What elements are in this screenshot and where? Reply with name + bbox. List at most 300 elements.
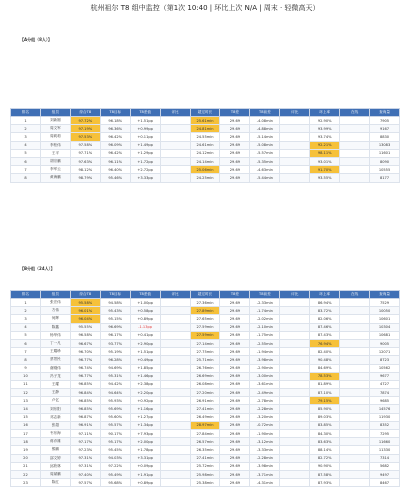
table-cell: 97.58% [70,141,100,149]
table-cell: -3.33min [250,446,280,454]
table-cell [340,149,370,157]
section-title-a: 【A分组（8人）】 [20,37,52,42]
table-cell: 93.74% [310,133,340,141]
table-cell: 29.69 [220,405,250,413]
table-cell: 95.68% [100,479,130,487]
table-cell: 刘新刚 [40,117,70,125]
table-cell: 8830 [370,133,400,141]
table-cell: +0.41pp [130,331,160,339]
table-cell: 96.91% [70,421,100,429]
table-cell: -2.55min [250,339,280,347]
column-header: 组员 [40,109,70,117]
table-cell: 15 [11,413,41,421]
table-cell: 96.09% [100,141,130,149]
table-cell [160,470,190,478]
column-header: 超过时长 [190,291,220,299]
table-cell: 96.18% [100,117,130,125]
table-cell: 13 [11,397,41,405]
table-row [11,125,400,133]
table-cell [340,446,370,454]
table-row [11,331,400,339]
table-cell: 87.10% [310,389,340,397]
table-cell [340,348,370,356]
table-row [11,141,400,149]
table-cell: 96.17% [100,331,130,339]
table-cell [340,470,370,478]
group-a-table [10,108,400,183]
table-cell: +0.49pp [130,356,160,364]
table-cell: 94.64% [100,389,130,397]
section-title-b: 【B分组（24人）】 [20,266,55,271]
table-cell: 8 [11,356,41,364]
table-cell [340,157,370,165]
table-cell: 76.94% [310,339,340,347]
column-header: 在线 [340,109,370,117]
table-cell: 29.69 [220,348,250,356]
table-cell: 97.22% [100,462,130,470]
table-cell: 27.65min [190,315,220,323]
table-cell: 邵文婷 [40,454,70,462]
table-cell: 29.69 [220,389,250,397]
table-cell [160,323,190,331]
table-row [11,315,400,323]
table-cell [340,356,370,364]
table-cell: 20 [11,454,41,462]
table-cell: 邓志新 [40,413,70,421]
column-header: 评比 [160,291,190,299]
table-cell: 96.40% [100,166,130,174]
table-cell: -2.90min [250,364,280,372]
table-cell: 14 [11,405,41,413]
table-cell: 7874 [370,389,400,397]
table-cell [160,315,190,323]
table-cell: 25.06min [190,166,220,174]
table-cell: +0.09pp [130,462,160,470]
table-cell: +3.31pp [130,454,160,462]
table-cell: 96.85% [70,397,100,405]
table-cell: 97.31% [70,462,100,470]
column-header: 评比 [160,109,190,117]
table-cell [280,125,310,133]
table-cell: 邱欣林 [40,462,70,470]
table-cell: 7 [11,348,41,356]
table-cell: 93.99% [310,125,340,133]
table-cell: -5.08min [250,141,280,149]
table-cell: 27.41min [190,454,220,462]
table-cell: 29.69 [220,438,250,446]
table-cell: 98.11% [310,149,340,157]
table-cell: 96.69% [100,323,130,331]
table-cell [280,389,310,397]
table-cell: 86.94% [310,299,340,307]
table-cell: 6 [11,339,41,347]
column-header: 评比 [280,109,310,117]
table-cell: 9685 [370,397,400,405]
table-cell: 29.69 [220,166,250,174]
table-cell [160,299,190,307]
table-cell [280,323,310,331]
table-cell [340,421,370,429]
table-cell: 97.40% [70,470,100,478]
table-cell [340,462,370,470]
table-cell: 29.69 [220,356,250,364]
table-cell [160,141,190,149]
table-cell: 11 [11,380,41,388]
table-row [11,413,400,421]
table-cell: 7905 [370,117,400,125]
table-cell: +2.90pp [130,339,160,347]
table-cell [340,405,370,413]
table-cell: 97.72% [70,117,100,125]
table-cell: 4 [11,323,41,331]
table-cell: +0.89pp [130,315,160,323]
table-cell: 96.85% [70,380,100,388]
table-cell [280,133,310,141]
table-cell: 94.42% [100,380,130,388]
table-cell: 29.69 [220,479,250,487]
table-cell: 96.01% [70,307,100,315]
table-cell: 29.69 [220,446,250,454]
table-cell: 90.48% [310,356,340,364]
table-cell: 10562 [370,364,400,372]
table-cell [280,462,310,470]
table-cell: 25.72min [190,462,220,470]
column-header: T8差值 [130,291,160,299]
table-cell: 29.69 [220,323,250,331]
table-cell: 12 [11,389,41,397]
table-cell [340,389,370,397]
table-cell [160,307,190,315]
table-cell: +1.51pp [130,117,160,125]
table-cell: 8723 [370,356,400,364]
table-cell [160,405,190,413]
table-cell: 78.53% [310,372,340,380]
table-cell: +7.93pp [130,430,160,438]
table-cell: -2.28min [250,454,280,462]
table-cell: +1.91pp [130,470,160,478]
table-cell: 96.70% [70,348,100,356]
table-cell: 85.90% [310,405,340,413]
table-cell [340,339,370,347]
column-header: 查询量 [370,291,400,299]
table-cell: 卢亿 [40,397,70,405]
table-cell: +0.99pp [130,125,160,133]
table-cell: 8467 [370,479,400,487]
table-cell: -3.20min [250,413,280,421]
table-row [11,364,400,372]
table-cell [160,430,190,438]
table-cell [160,438,190,446]
table-cell: 96.42% [100,149,130,157]
table-cell: 周文军 [40,125,70,133]
table-cell [160,149,190,157]
table-cell: -3.98min [250,356,280,364]
table-cell: 83.85% [310,421,340,429]
table-cell: 8 [11,174,41,182]
table-cell: 29.69 [220,157,250,165]
table-cell: 7529 [370,299,400,307]
table-cell: 24.81min [190,125,220,133]
table-cell [280,438,310,446]
table-cell [340,454,370,462]
table-cell [340,174,370,182]
table-cell: 陈鑫 [40,323,70,331]
table-cell: 95.69% [100,405,130,413]
table-cell [340,413,370,421]
table-cell: 79.15% [310,397,340,405]
table-cell: 4 [11,141,41,149]
table-cell: -3.00min [250,372,280,380]
table-cell: 10 [11,372,41,380]
group-b-table [10,290,400,487]
table-cell: -3.61min [250,380,280,388]
table-cell: -2.78min [250,397,280,405]
table-cell: -4.88min [250,125,280,133]
table-cell [160,157,190,165]
table-cell: -1.13pp [130,323,160,331]
table-cell: +1.51pp [130,348,160,356]
table-cell [160,479,190,487]
table-cell: 23 [11,479,41,487]
table-cell [280,479,310,487]
table-cell: +1.49pp [130,141,160,149]
table-cell: +1.16pp [130,405,160,413]
table-cell [280,405,310,413]
table-cell: 29.69 [220,149,250,157]
table-cell: -3.71min [250,470,280,478]
table-cell: -5.57min [250,149,280,157]
table-cell: -5.35min [250,157,280,165]
table-cell: 97.19% [70,125,100,133]
table-cell: -1.75min [250,331,280,339]
table-cell: 14576 [370,405,400,413]
table-cell [280,174,310,182]
table-cell [340,315,370,323]
table-cell: 95.58% [70,299,100,307]
table-cell: 97.71% [70,149,100,157]
table-cell [160,380,190,388]
table-cell [340,133,370,141]
table-cell [280,470,310,478]
table-cell: 11930 [370,413,400,421]
table-cell [280,331,310,339]
table-cell: +0.58pp [130,307,160,315]
table-cell [160,339,190,347]
table-cell: 26.35min [190,446,220,454]
column-header: 超过时长 [190,109,220,117]
table-cell: 杨华伟 [40,331,70,339]
table-cell: 7314 [370,454,400,462]
table-cell: 91.70% [310,166,340,174]
table-cell [340,372,370,380]
table-cell: 98.12% [70,166,100,174]
table-cell [340,125,370,133]
table-cell [280,117,310,125]
table-cell: 96.58% [70,331,100,339]
table-cell: 3 [11,315,41,323]
table-cell: 29.69 [220,339,250,347]
table-cell: -2.10min [250,323,280,331]
column-header: 排名 [11,109,41,117]
table-cell: 熊鹏 [40,446,70,454]
table-cell: 29.69 [220,331,250,339]
table-cell: 4727 [370,380,400,388]
table-cell: 5682 [370,462,400,470]
table-row [11,339,400,347]
table-cell: 8352 [370,421,400,429]
table-cell: 韦东海 [40,430,70,438]
table-cell: 16 [11,421,41,429]
table-cell: 9167 [370,125,400,133]
table-cell: -1.74min [250,307,280,315]
table-cell: 19 [11,446,41,454]
table-cell [160,372,190,380]
table-cell: 27.89min [190,307,220,315]
table-cell: 26.69min [190,372,220,380]
table-cell: 87.93% [310,479,340,487]
table-cell: 89.03% [310,413,340,421]
table-cell: 13083 [370,141,400,149]
table-cell: 82.40% [310,348,340,356]
table-cell: 9 [11,364,41,372]
table-cell: 王耀珍 [40,348,70,356]
table-cell: 97.17% [70,438,100,446]
table-cell: 29.69 [220,413,250,421]
table-cell: 何辉 [40,315,70,323]
table-cell [160,454,190,462]
table-row [11,348,400,356]
table-cell: 88.14% [310,446,340,454]
table-cell [340,166,370,174]
table-cell: 27.59min [190,323,220,331]
table-cell: -2.33min [250,299,280,307]
table-cell: 27.59min [190,331,220,339]
table-cell: 2 [11,125,41,133]
table-cell: 周斌鹏 [40,470,70,478]
table-cell: 87.46% [310,323,340,331]
table-cell: 96.74% [70,364,100,372]
table-cell: +0.89pp [130,479,160,487]
table-cell: 25.98min [190,470,220,478]
table-cell: 29.69 [220,470,250,478]
table-cell: 24.25min [190,174,220,182]
table-cell: 95.46% [100,174,130,182]
table-cell: 27.41min [190,405,220,413]
table-row [11,372,400,380]
table-cell: 17 [11,430,41,438]
table-cell: -3.98min [250,462,280,470]
table-cell: 27.75min [190,348,220,356]
table-cell: +1.34pp [130,421,160,429]
table-cell: -0.72min [250,421,280,429]
table-cell: 96.84% [70,389,100,397]
table-cell: 25.71min [190,356,220,364]
table-cell: 26.76min [190,364,220,372]
table-cell: -4.63min [250,166,280,174]
table-cell: +0.92pp [130,397,160,405]
table-cell: 93.01% [310,157,340,165]
table-cell: 95.43% [100,307,130,315]
table-row [11,307,400,315]
table-cell: 96.77% [70,372,100,380]
table-cell: +1.85pp [130,364,160,372]
table-row [11,166,400,174]
table-cell: 95.60% [100,413,130,421]
table-cell: 94.03% [100,454,130,462]
table-cell: 29.69 [220,125,250,133]
table-cell: 29.69 [220,141,250,149]
table-cell: 81.89% [310,380,340,388]
table-cell [280,299,310,307]
table-cell: 3 [11,133,41,141]
table-cell: 25.38min [190,479,220,487]
table-cell: 97.53% [70,133,100,141]
table-cell: 27.14min [190,339,220,347]
table-cell: 83.72% [310,307,340,315]
table-cell [340,307,370,315]
table-cell: -2.02min [250,315,280,323]
table-cell [340,141,370,149]
table-cell: 29.69 [220,364,250,372]
table-cell: 96.87% [70,413,100,421]
table-cell: +1.00pp [130,299,160,307]
table-cell: 29.69 [220,397,250,405]
table-cell: 蒋乔雄 [40,438,70,446]
table-cell [280,157,310,165]
table-cell [160,389,190,397]
table-cell: 26.49min [190,413,220,421]
table-cell [160,117,190,125]
table-cell: 96.36% [100,125,130,133]
table-cell [280,339,310,347]
table-cell: -2.28min [250,405,280,413]
table-cell [340,380,370,388]
table-cell: 陈红 [40,479,70,487]
table-cell: 90.17% [100,430,130,438]
table-cell: 王平 [40,149,70,157]
table-cell: 29.69 [220,462,250,470]
table-row [11,430,400,438]
table-cell: +2.20pp [130,389,160,397]
table-cell: 张宏伟 [40,299,70,307]
table-cell: 李军云 [40,166,70,174]
table-cell: 2 [11,307,41,315]
table-cell: 6 [11,157,41,165]
table-cell [280,413,310,421]
table-cell [160,462,190,470]
table-cell [340,364,370,372]
table-cell: 95.55% [70,323,100,331]
table-cell: 1 [11,117,41,125]
table-cell: 84.69% [310,364,340,372]
table-cell: 26.91min [190,397,220,405]
table-cell: 95.31% [100,372,130,380]
table-cell: 谢刚伟 [40,364,70,372]
column-header: T8差值 [130,109,160,117]
table-cell [280,166,310,174]
column-header: 排名 [11,291,41,299]
table-cell: 25.61min [190,117,220,125]
table-cell [280,397,310,405]
table-cell: 95.93% [100,397,130,405]
table-cell: 83.63% [310,438,340,446]
table-cell: 96.67% [70,339,100,347]
table-cell: 29.69 [220,307,250,315]
table-cell: 98.79% [70,174,100,182]
table-cell: -4.08min [250,117,280,125]
table-cell: 18 [11,438,41,446]
table-cell: 王耀 [40,380,70,388]
